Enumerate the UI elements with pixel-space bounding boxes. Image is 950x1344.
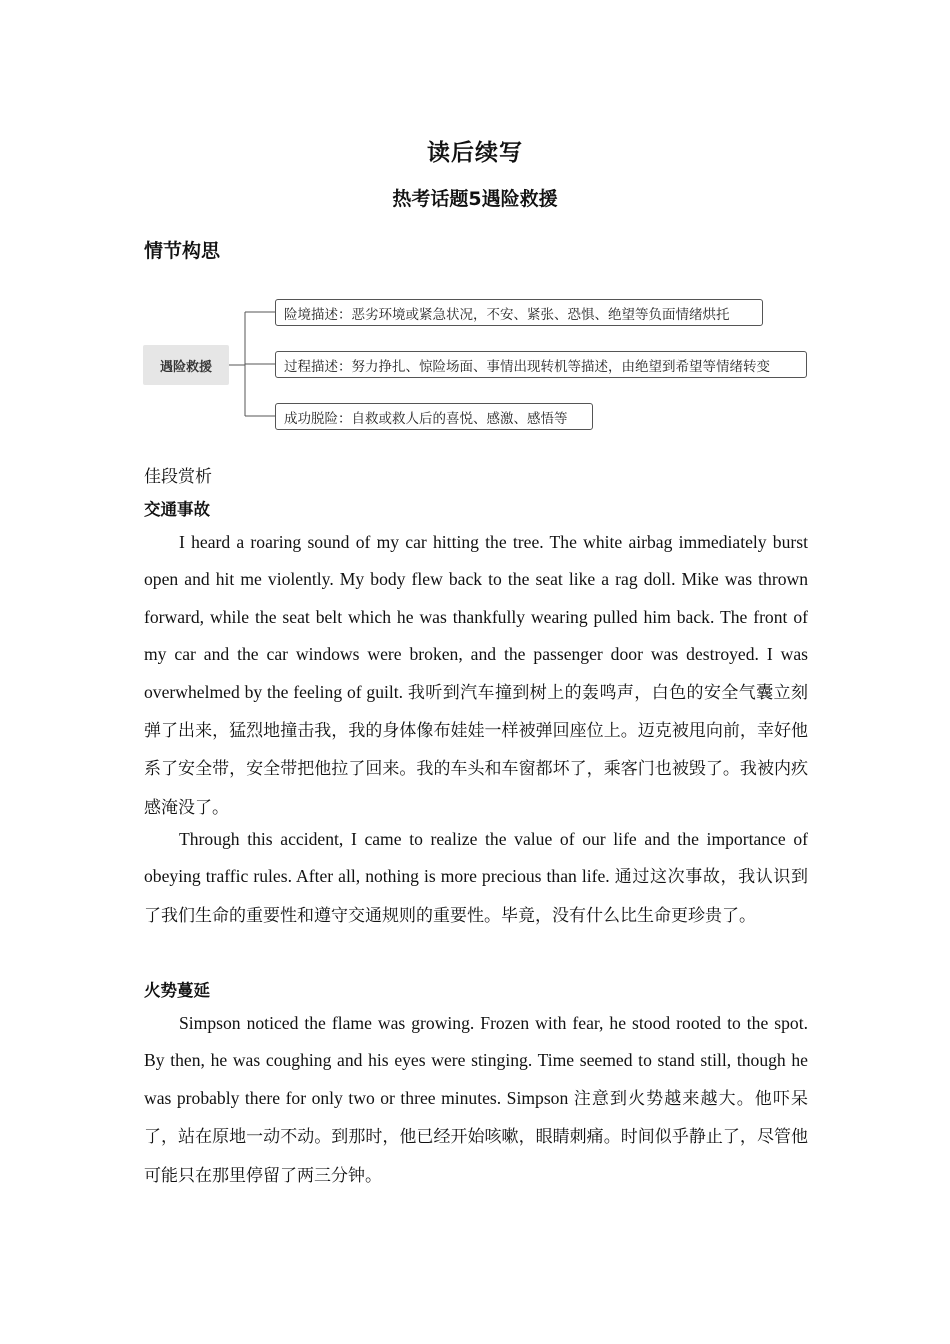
paragraph-traffic-1 bbox=[144, 524, 808, 827]
appreciation-label: 佳段赏析 bbox=[144, 467, 212, 487]
paragraph-fire-1 bbox=[144, 1005, 808, 1195]
mindmap-branch-danger: 险境描述：恶劣环境或紧急状况，不安、紧张、恐惧、绝望等负面情绪烘托 bbox=[275, 299, 763, 326]
section-heading-fire: 火势蔓延 bbox=[144, 981, 210, 1000]
paragraph-traffic-2 bbox=[144, 821, 808, 935]
paragraph-english: I heard a roaring sound of my car hitting the tree. The white airbag immediately burst open and hit me violently. My body flew back to the seat like a rag doll. Mike was thrown forward, while the seat belt which he was thankfully wearing pulled him back. The front of my car and the car windows were broken, and the passenger door was destroyed. I was overwhelmed by the feeling of guilt. bbox=[144, 532, 808, 702]
section-heading-traffic-accident: 交通事故 bbox=[144, 500, 210, 519]
mindmap-branch-escape: 成功脱险：自救或救人后的喜悦、感激、感悟等 bbox=[275, 403, 593, 430]
paragraph-chinese: 通过这次事故，我认识到了我们生命的重要性和遵守交通规则的重要性。毕竟，没有什么比生命更珍贵了。 bbox=[144, 867, 808, 926]
document-title: 读后续写 bbox=[427, 140, 523, 166]
paragraph-english: Simpson noticed the flame was growing. Frozen with fear, he stood rooted to the spot. By then, he was coughing and his eyes were stinging. Time seemed to stand still, though he was probably there for only two or three minutes. Simpson bbox=[144, 1013, 808, 1108]
paragraph-chinese: 我听到汽车撞到树上的轰鸣声，白色的安全气囊立刻弹了出来，猛烈地撞击我，我的身体像布娃娃一样被弹回座位上。迈克被甩向前，幸好他系了安全带，安全带把他拉了回来。我的车头和车窗都坏了，乘客门也被毁了。我被内疚感淹没了。 bbox=[144, 682, 809, 818]
paragraph-chinese: 注意到火势越来越大。他吓呆了，站在原地一动不动。到那时，他已经开始咳嗽，眼睛刺痛。时间似乎静止了，尽管他可能只在那里停留了两三分钟。 bbox=[144, 1088, 808, 1186]
mindmap-root: 遇险救援 bbox=[143, 345, 229, 385]
paragraph-english: Through this accident, I came to realize the value of our life and the importance of obeying traffic rules. After all, nothing is more precious than life. bbox=[144, 829, 808, 887]
section-heading-plot: 情节构思 bbox=[144, 240, 221, 262]
document-subtitle: 热考话题5遇险救援 bbox=[392, 188, 558, 210]
mindmap-branch-process: 过程描述：努力挣扎、惊险场面、事情出现转机等描述，由绝望到希望等情绪转变 bbox=[275, 351, 807, 378]
